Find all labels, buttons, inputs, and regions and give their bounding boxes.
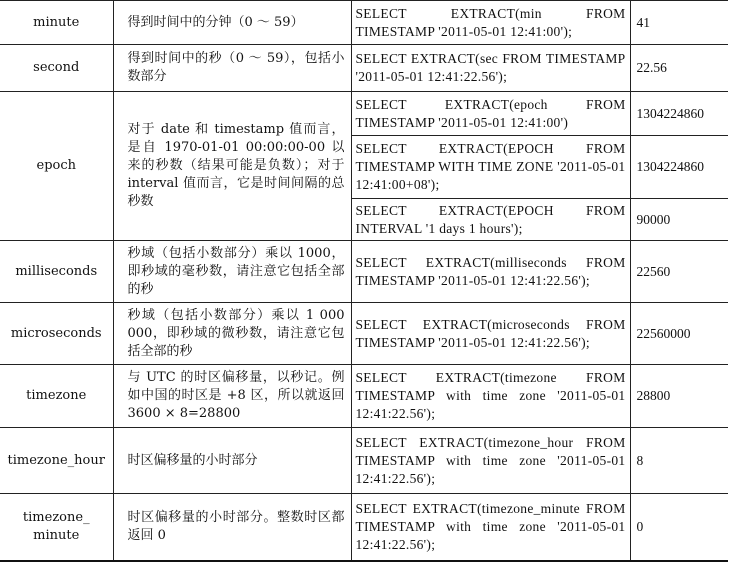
example-result: 22560 bbox=[630, 241, 728, 303]
example-result: 90000 bbox=[630, 199, 728, 241]
field-name: timezone_hour bbox=[0, 428, 113, 494]
table-row bbox=[0, 365, 728, 428]
field-description: 对于 date 和 timestamp 值而言，是自 1970-01-01 00:00:00-00 以来的秒数（结果可能是负数）；对于 interval 值而言，它是时间间隔的总秒数 bbox=[113, 92, 351, 241]
field-description: 时区偏移量的小时部分。整数时区都返回 0 bbox=[113, 494, 351, 561]
sql-example: SELECT EXTRACT(epoch FROM TIMESTAMP '2011-05-01 12:41:00') bbox=[351, 92, 630, 136]
sql-example: SELECT EXTRACT(timezone FROM TIMESTAMP with time zone '2011-05-01 12:41:22.56'); bbox=[351, 365, 630, 428]
example-result: 22560000 bbox=[630, 303, 728, 365]
field-description: 得到时间中的秒（0 ～ 59），包括小数部分 bbox=[113, 45, 351, 92]
field-description: 与 UTC 的时区偏移量，以秒记。例如中国的时区是 +8 区，所以就返回 3600 × 8=28800 bbox=[113, 365, 351, 428]
table-row bbox=[0, 1, 728, 45]
example-result: 0 bbox=[630, 494, 728, 561]
sql-example: SELECT EXTRACT(timezone_minute FROM TIMESTAMP with time zone '2011-05-01 12:41:22.56'); bbox=[351, 494, 630, 561]
table-row bbox=[0, 303, 728, 365]
example-result: 22.56 bbox=[630, 45, 728, 92]
field-name: timezone_ minute bbox=[0, 494, 113, 561]
table-row bbox=[0, 45, 728, 92]
example-result: 28800 bbox=[630, 365, 728, 428]
sql-example: SELECT EXTRACT(EPOCH FROM TIMESTAMP WITH TIME ZONE '2011-05-01 12:41:00+08'); bbox=[351, 136, 630, 199]
field-name: epoch bbox=[0, 92, 113, 241]
sql-example: SELECT EXTRACT(timezone_hour FROM TIMESTAMP with time zone '2011-05-01 12:41:22.56'); bbox=[351, 428, 630, 494]
field-description: 时区偏移量的小时部分 bbox=[113, 428, 351, 494]
table-row bbox=[0, 241, 728, 303]
example-result: 1304224860 bbox=[630, 136, 728, 199]
field-name: microseconds bbox=[0, 303, 113, 365]
sql-example: SELECT EXTRACT(milliseconds FROM TIMESTAMP '2011-05-01 12:41:22.56'); bbox=[351, 241, 630, 303]
sql-example: SELECT EXTRACT(microseconds FROM TIMESTAMP '2011-05-01 12:41:22.56'); bbox=[351, 303, 630, 365]
field-description: 秒域（包括小数部分）乘以 1000，即秒域的毫秒数，请注意它包括全部的秒 bbox=[113, 241, 351, 303]
field-description: 得到时间中的分钟（0 ～ 59） bbox=[113, 1, 351, 45]
field-name: second bbox=[0, 45, 113, 92]
field-description: 秒域（包括小数部分）乘以 1 000 000，即秒域的微秒数，请注意它包括全部的秒 bbox=[113, 303, 351, 365]
field-name: milliseconds bbox=[0, 241, 113, 303]
table-row bbox=[0, 92, 728, 136]
example-result: 1304224860 bbox=[630, 92, 728, 136]
table-row bbox=[0, 494, 728, 561]
sql-example: SELECT EXTRACT(min FROM TIMESTAMP '2011-05-01 12:41:00'); bbox=[351, 1, 630, 45]
field-name: minute bbox=[0, 1, 113, 45]
example-result: 8 bbox=[630, 428, 728, 494]
sql-example: SELECT EXTRACT(sec FROM TIMESTAMP '2011-05-01 12:41:22.56'); bbox=[351, 45, 630, 92]
table-row bbox=[0, 428, 728, 494]
sql-example: SELECT EXTRACT(EPOCH FROM INTERVAL '1 days 1 hours'); bbox=[351, 199, 630, 241]
example-result: 41 bbox=[630, 1, 728, 45]
field-name: timezone bbox=[0, 365, 113, 428]
